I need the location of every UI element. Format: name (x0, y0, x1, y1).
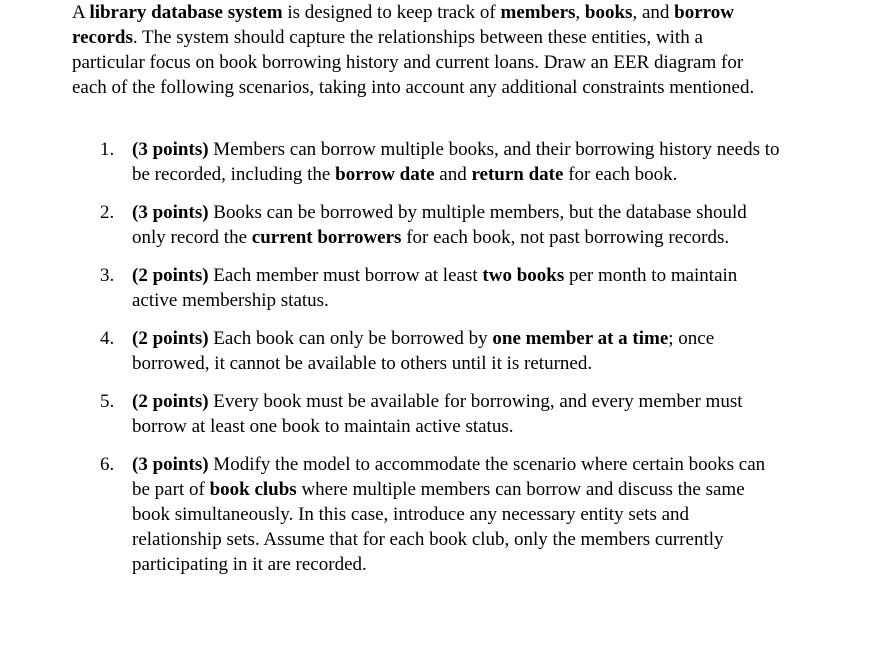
question-text: where multiple members can borrow and discuss the same book simultaneously. In this case, introduce any necessary entity sets and relationship sets. Assume that for each book club, only the members currently participating in it are recorded. (132, 479, 745, 575)
question-text: Each member must borrow at least (208, 265, 483, 286)
question-points: (2 points) (132, 391, 209, 412)
intro-bold-library-database-system: library database system (89, 2, 283, 23)
question-item-4 (100, 326, 780, 376)
question-number: 4. (100, 328, 115, 349)
intro-paragraph (72, 0, 772, 100)
intro-text: . The system should capture the relationships between these entities, with a particular focus on book borrowing history and current loans. Draw an EER diagram for each of the following scenarios, taking into account any additional constraints mentioned. (72, 27, 755, 98)
intro-text: is designed to keep track of (282, 2, 501, 23)
intro-text: A (72, 2, 90, 23)
question-points: (3 points) (132, 454, 209, 475)
question-number: 1. (100, 139, 115, 160)
question-number: 2. (100, 202, 115, 223)
question-bold-book-clubs: book clubs (209, 479, 297, 500)
question-text: and (434, 164, 472, 185)
question-bold-return-date: return date (471, 164, 564, 185)
question-bold-one-member: one member at a time (492, 328, 669, 349)
question-text: for each book. (563, 164, 678, 185)
question-text: Members can borrow multiple books, and their borrowing history needs to be recorded, including the (132, 139, 780, 185)
question-text: Every book must be available for borrowing, and every member must borrow at least one book to maintain active status. (132, 391, 743, 437)
question-list (100, 137, 780, 577)
question-item-1 (100, 137, 780, 187)
question-bold-borrow-date: borrow date (335, 164, 435, 185)
question-text: Modify the model to accommodate the scenario where certain books can be part of (132, 454, 766, 500)
question-number: 6. (100, 454, 115, 475)
question-item-2 (100, 200, 780, 250)
question-bold-two-books: two books (482, 265, 565, 286)
question-points: (2 points) (132, 328, 209, 349)
intro-text: , and (632, 2, 675, 23)
question-points: (2 points) (132, 265, 209, 286)
intro-bold-books: books (584, 2, 633, 23)
question-text: for each book, not past borrowing records. (401, 227, 730, 248)
question-number: 5. (100, 391, 115, 412)
question-bold-current-borrowers: current borrowers (251, 227, 402, 248)
question-item-3 (100, 263, 780, 313)
intro-bold-borrow-records: borrow records (72, 2, 734, 48)
question-text: Each book can only be borrowed by (208, 328, 493, 349)
question-points: (3 points) (132, 202, 209, 223)
question-item-5 (100, 389, 780, 439)
question-number: 3. (100, 265, 115, 286)
intro-text: , (575, 2, 585, 23)
question-points: (3 points) (132, 139, 209, 160)
question-text: Books can be borrowed by multiple members, but the database should only record the (132, 202, 747, 248)
question-text: ; once borrowed, it cannot be available to others until it is returned. (132, 328, 715, 374)
question-item-6 (100, 452, 780, 577)
intro-bold-members: members (500, 2, 576, 23)
question-text: per month to maintain active membership status. (132, 265, 738, 311)
